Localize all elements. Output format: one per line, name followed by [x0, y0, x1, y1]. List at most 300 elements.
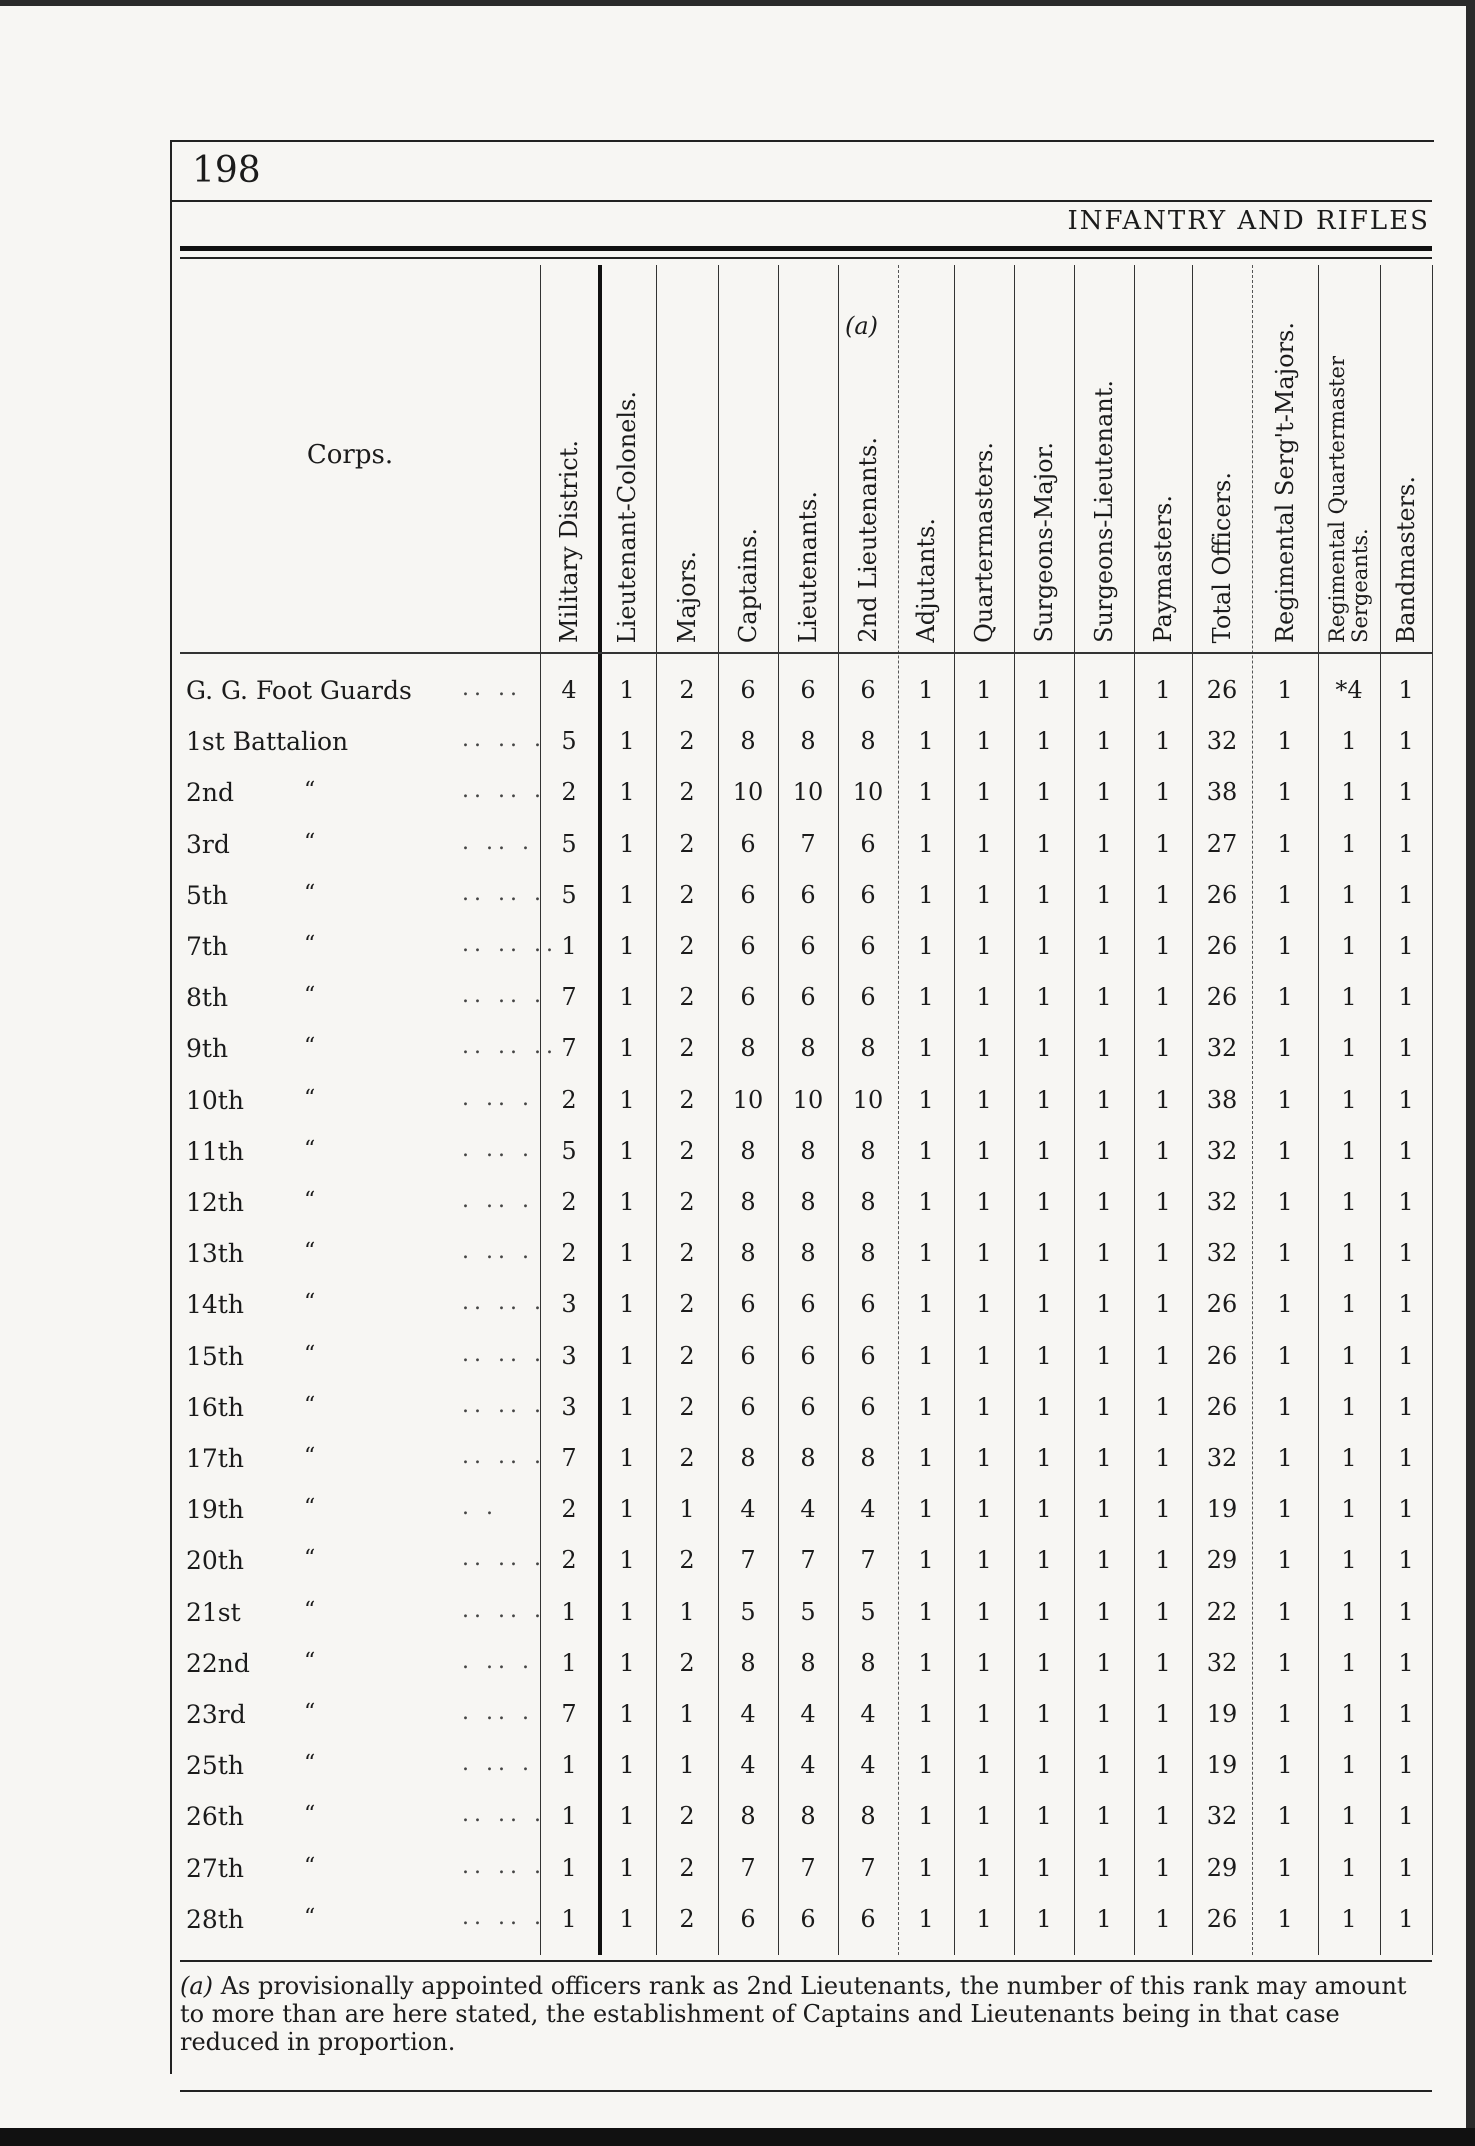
table-cell-second_lts: 6: [860, 1392, 876, 1421]
leader-dots: .. .. .: [462, 1444, 546, 1469]
table-cell-second_lts: 7: [860, 1546, 876, 1575]
table-cell-lieutenants: 8: [800, 1136, 816, 1165]
footer-rule: [180, 2090, 1432, 2092]
table-cell-rsm: 1: [1277, 1085, 1293, 1114]
table-cell-quartermasters: 1: [976, 1648, 992, 1677]
table-cell-surgeons_major: 1: [1036, 1239, 1052, 1268]
table-bottom-rule: [180, 1960, 1432, 1962]
table-cell-surgeons_major: 1: [1036, 1853, 1052, 1882]
column-header-paymasters: [1134, 262, 1192, 647]
table-cell-quartermasters: 1: [976, 880, 992, 909]
table-cell-surgeons_lt: 1: [1096, 1188, 1112, 1216]
table-cell-paymasters: 1: [1155, 1290, 1171, 1319]
table-cell-majors: 2: [679, 1085, 695, 1114]
table-row: [180, 1385, 1432, 1436]
table-cell-bandmasters: 1: [1398, 1392, 1414, 1421]
column-header-label: [1326, 356, 1372, 643]
table-cell-lt_colonels: 1: [619, 1239, 635, 1268]
thin-rule: [180, 257, 1432, 259]
page-edge-top: [0, 0, 1475, 6]
table-cell-lieutenants: 4: [800, 1751, 816, 1780]
table-cell-captains: 8: [740, 1444, 756, 1472]
table-cell-majors: 2: [679, 1341, 695, 1370]
table-cell-district: 7: [561, 1034, 577, 1063]
column-header-label: Lieutenants.: [794, 491, 822, 643]
corps-name: 26th: [186, 1802, 244, 1832]
table-cell-total_officers: 29: [1206, 1853, 1238, 1882]
table-cell-bandmasters: 1: [1398, 727, 1414, 756]
table-cell-lt_colonels: 1: [619, 676, 635, 704]
leader-dots: .. .. .: [462, 1290, 546, 1316]
table-cell-quartermasters: 1: [976, 1700, 992, 1728]
table-cell-captains: 5: [740, 1597, 756, 1626]
table-cell-captains: 6: [740, 1341, 756, 1370]
table-cell-rqms: 1: [1341, 1546, 1357, 1575]
table-cell-rsm: 1: [1277, 1341, 1293, 1370]
corps-name: 7th: [186, 932, 229, 961]
column-header-rqms: [1318, 262, 1380, 647]
table-cell-majors: 2: [679, 778, 695, 807]
table-cell-rqms: 1: [1341, 1495, 1357, 1524]
table-cell-second_lts: 6: [860, 1904, 876, 1933]
column-header-label: Surgeons-Lieutenant.: [1090, 380, 1118, 643]
table-row: [180, 1026, 1432, 1077]
table-cell-adjutants: 1: [918, 778, 934, 807]
table-cell-surgeons_major: 1: [1036, 1597, 1052, 1626]
table-cell-surgeons_lt: 1: [1096, 1085, 1112, 1114]
table-cell-bandmasters: 1: [1398, 1853, 1414, 1882]
table-cell-total_officers: 32: [1206, 727, 1238, 756]
table-cell-lt_colonels: 1: [619, 1751, 635, 1780]
table-cell-quartermasters: 1: [976, 1751, 992, 1780]
table-row: [180, 1846, 1432, 1897]
column-header-label: Bandmasters.: [1392, 475, 1420, 643]
table-cell-rsm: 1: [1277, 932, 1293, 960]
table-cell-rqms: 1: [1341, 1239, 1357, 1268]
table-cell-bandmasters: 1: [1398, 1290, 1414, 1319]
table-cell-majors: 2: [679, 1136, 695, 1165]
table-cell-majors: 2: [679, 1648, 695, 1677]
table-cell-rsm: 1: [1277, 1034, 1293, 1063]
table-cell-adjutants: 1: [918, 1495, 934, 1524]
table-cell-paymasters: 1: [1155, 778, 1171, 807]
table-row: [180, 873, 1432, 924]
table-cell-surgeons_major: 1: [1036, 880, 1052, 909]
table-cell-rsm: 1: [1277, 1904, 1293, 1933]
table-cell-district: 2: [561, 1188, 577, 1216]
ditto-mark: “: [304, 829, 316, 855]
table-cell-rqms: 1: [1341, 1392, 1357, 1421]
table-cell-total_officers: 32: [1206, 1648, 1238, 1677]
table-cell-paymasters: 1: [1155, 1751, 1171, 1780]
leader-dots: . .. .: [462, 1648, 534, 1674]
table-cell-second_lts: 4: [860, 1700, 876, 1728]
table-cell-adjutants: 1: [918, 1290, 934, 1319]
table-row: [180, 1897, 1432, 1948]
table-cell-district: 2: [561, 1085, 577, 1114]
table-cell-lieutenants: 6: [800, 983, 816, 1012]
table-cell-rsm: 1: [1277, 1495, 1293, 1524]
table-cell-lt_colonels: 1: [619, 983, 635, 1012]
column-header-bandmasters: [1380, 262, 1432, 647]
ditto-mark: “: [304, 1648, 316, 1674]
table-cell-majors: 1: [679, 1597, 695, 1626]
table-cell-surgeons_lt: 1: [1096, 778, 1112, 807]
table-cell-rsm: 1: [1277, 1239, 1293, 1268]
ditto-mark: “: [304, 1034, 316, 1060]
table-cell-majors: 2: [679, 676, 695, 704]
table-cell-bandmasters: 1: [1398, 1239, 1414, 1268]
leader-dots: .. .. .: [462, 1546, 546, 1572]
table-cell-paymasters: 1: [1155, 1341, 1171, 1370]
table-cell-surgeons_major: 1: [1036, 1546, 1052, 1575]
table-cell-majors: 2: [679, 880, 695, 909]
table-cell-captains: 8: [740, 1802, 756, 1831]
table-cell-total_officers: 38: [1206, 1085, 1238, 1114]
table-cell-rsm: 1: [1277, 676, 1293, 704]
table-cell-adjutants: 1: [918, 1904, 934, 1933]
table-cell-surgeons_lt: 1: [1096, 727, 1112, 756]
table-cell-total_officers: 32: [1206, 1802, 1238, 1831]
ditto-mark: “: [304, 1136, 316, 1162]
ditto-mark: “: [304, 1085, 316, 1111]
table-cell-lieutenants: 8: [800, 1802, 816, 1831]
table-cell-lt_colonels: 1: [619, 1904, 635, 1933]
corps-name: 3rd: [186, 829, 230, 859]
table-cell-lieutenants: 8: [800, 1239, 816, 1268]
ditto-mark: “: [304, 1392, 316, 1418]
table-cell-surgeons_lt: 1: [1096, 932, 1112, 960]
corps-name: 23rd: [186, 1700, 246, 1729]
table-cell-majors: 2: [679, 1444, 695, 1472]
corps-name: G. G. Foot Guards: [186, 676, 412, 705]
corps-name: 16th: [186, 1392, 244, 1422]
table-cell-rqms: 1: [1341, 829, 1357, 858]
table-row: [180, 1487, 1432, 1538]
table-cell-captains: 6: [740, 676, 756, 704]
table-cell-district: 7: [561, 1444, 577, 1472]
table-cell-quartermasters: 1: [976, 1085, 992, 1114]
table-cell-majors: 2: [679, 1034, 695, 1063]
table-cell-lieutenants: 6: [800, 1904, 816, 1933]
table-cell-bandmasters: 1: [1398, 983, 1414, 1012]
table-row: [180, 1641, 1432, 1692]
column-rule: [1432, 265, 1433, 1955]
table-cell-district: 3: [561, 1290, 577, 1319]
ditto-mark: “: [304, 1597, 316, 1623]
table-cell-paymasters: 1: [1155, 1700, 1171, 1728]
table-cell-surgeons_lt: 1: [1096, 829, 1112, 858]
corps-name: 13th: [186, 1239, 244, 1269]
table-cell-captains: 8: [740, 1136, 756, 1165]
table-cell-total_officers: 27: [1206, 829, 1238, 858]
table-cell-quartermasters: 1: [976, 1239, 992, 1268]
table-cell-total_officers: 26: [1206, 932, 1238, 960]
table-row: [180, 770, 1432, 821]
table-cell-quartermasters: 1: [976, 676, 992, 704]
table-cell-surgeons_major: 1: [1036, 676, 1052, 704]
table-cell-captains: 10: [732, 1085, 764, 1114]
ditto-mark: “: [304, 932, 316, 957]
table-cell-lt_colonels: 1: [619, 727, 635, 756]
section-title: INFANTRY AND RIFLES: [1067, 206, 1430, 236]
table-cell-captains: 6: [740, 829, 756, 858]
table-cell-captains: 6: [740, 1392, 756, 1421]
table-cell-paymasters: 1: [1155, 1802, 1171, 1831]
table-cell-majors: 2: [679, 1904, 695, 1933]
table-cell-second_lts: 6: [860, 1290, 876, 1319]
column-header-total_officers: [1192, 262, 1252, 647]
column-header-district: [540, 262, 598, 647]
column-header-lt_colonels: [598, 262, 656, 647]
table-cell-surgeons_lt: 1: [1096, 1904, 1112, 1933]
table-cell-surgeons_major: 1: [1036, 1802, 1052, 1831]
table-cell-lieutenants: 8: [800, 1648, 816, 1677]
table-cell-lt_colonels: 1: [619, 1802, 635, 1831]
table-cell-captains: 4: [740, 1751, 756, 1780]
leader-dots: . .. .: [462, 1085, 534, 1111]
table-cell-surgeons_lt: 1: [1096, 983, 1112, 1012]
table-cell-rqms: *4: [1335, 676, 1363, 704]
column-header-line: Sergeants.: [1348, 528, 1372, 643]
table-cell-captains: 6: [740, 1904, 756, 1933]
table-cell-rqms: 1: [1341, 1648, 1357, 1677]
table-cell-total_officers: 32: [1206, 1444, 1238, 1472]
table-cell-majors: 2: [679, 1802, 695, 1831]
table-cell-total_officers: 32: [1206, 1136, 1238, 1165]
table-cell-lt_colonels: 1: [619, 1341, 635, 1370]
column-header-majors: [656, 262, 718, 647]
table-cell-total_officers: 38: [1206, 778, 1238, 807]
column-header-surgeons_major: [1014, 262, 1074, 647]
table-cell-second_lts: 8: [860, 1136, 876, 1165]
table-cell-quartermasters: 1: [976, 1904, 992, 1933]
table-cell-paymasters: 1: [1155, 1546, 1171, 1575]
table-cell-lieutenants: 6: [800, 1341, 816, 1370]
table-cell-adjutants: 1: [918, 1341, 934, 1370]
table-cell-lt_colonels: 1: [619, 1034, 635, 1063]
table-cell-surgeons_lt: 1: [1096, 1495, 1112, 1524]
table-cell-paymasters: 1: [1155, 727, 1171, 756]
table-cell-rsm: 1: [1277, 1444, 1293, 1472]
table-cell-total_officers: 26: [1206, 1904, 1238, 1933]
table-cell-rsm: 1: [1277, 1700, 1293, 1728]
table-cell-surgeons_major: 1: [1036, 1751, 1052, 1780]
table-cell-surgeons_lt: 1: [1096, 1853, 1112, 1882]
table-cell-captains: 8: [740, 1188, 756, 1216]
corps-name: 2nd: [186, 778, 235, 808]
table-cell-lt_colonels: 1: [619, 1495, 635, 1524]
table-cell-surgeons_major: 1: [1036, 1188, 1052, 1216]
table-cell-lieutenants: 4: [800, 1495, 816, 1524]
table-cell-district: 1: [561, 1751, 577, 1780]
table-row: [180, 822, 1432, 873]
page-number: 198: [192, 150, 261, 191]
column-header-label: Total Officers.: [1208, 471, 1236, 643]
leader-dots: .. ..: [462, 676, 522, 701]
table-cell-paymasters: 1: [1155, 1648, 1171, 1677]
table-cell-district: 1: [561, 1853, 577, 1882]
table-cell-district: 5: [561, 1136, 577, 1165]
table-cell-quartermasters: 1: [976, 829, 992, 858]
table-cell-paymasters: 1: [1155, 1597, 1171, 1626]
table-cell-adjutants: 1: [918, 880, 934, 909]
table-row: [180, 1538, 1432, 1589]
leader-dots: . .. .: [462, 829, 534, 855]
corps-name: 25th: [186, 1751, 244, 1781]
table-cell-lt_colonels: 1: [619, 1136, 635, 1165]
leader-dots: . .. .: [462, 1700, 534, 1725]
table-cell-majors: 1: [679, 1495, 695, 1524]
table-cell-bandmasters: 1: [1398, 1904, 1414, 1933]
table-cell-district: 5: [561, 727, 577, 756]
table-cell-surgeons_lt: 1: [1096, 1597, 1112, 1626]
table-cell-lt_colonels: 1: [619, 778, 635, 807]
table-row: [180, 924, 1432, 975]
table-row: [180, 668, 1432, 719]
table-cell-second_lts: 10: [852, 778, 884, 807]
table-cell-second_lts: 10: [852, 1085, 884, 1114]
corps-name: 10th: [186, 1085, 244, 1115]
table-cell-bandmasters: 1: [1398, 1495, 1414, 1524]
table-row: [180, 1078, 1432, 1129]
table-row: [180, 1743, 1432, 1794]
table-cell-rqms: 1: [1341, 1341, 1357, 1370]
table-cell-lieutenants: 7: [800, 1546, 816, 1575]
table-cell-surgeons_major: 1: [1036, 1392, 1052, 1421]
corps-name: 8th: [186, 983, 229, 1013]
column-header-line: Regimental Quartermaster: [1325, 356, 1349, 643]
table-cell-total_officers: 26: [1206, 1392, 1238, 1421]
table-cell-bandmasters: 1: [1398, 1136, 1414, 1165]
table-cell-rqms: 1: [1341, 1904, 1357, 1933]
table-row: [180, 1436, 1432, 1487]
table-cell-surgeons_major: 1: [1036, 1444, 1052, 1472]
table-cell-rsm: 1: [1277, 778, 1293, 807]
table-cell-quartermasters: 1: [976, 1495, 992, 1524]
table-cell-adjutants: 1: [918, 1802, 934, 1831]
corps-name: 17th: [186, 1444, 244, 1473]
table-cell-bandmasters: 1: [1398, 1341, 1414, 1370]
table-cell-rsm: 1: [1277, 1290, 1293, 1319]
table-cell-second_lts: 4: [860, 1751, 876, 1780]
table-cell-bandmasters: 1: [1398, 880, 1414, 909]
table-cell-bandmasters: 1: [1398, 1751, 1414, 1780]
column-header-label: Surgeons-Major.: [1030, 442, 1058, 643]
column-header-lieutenants: [778, 262, 838, 647]
table-cell-rqms: 1: [1341, 1802, 1357, 1831]
table-cell-surgeons_major: 1: [1036, 1495, 1052, 1524]
table-cell-surgeons_major: 1: [1036, 727, 1052, 756]
table-cell-bandmasters: 1: [1398, 676, 1414, 704]
ditto-mark: “: [304, 1751, 316, 1777]
table-cell-majors: 2: [679, 1546, 695, 1575]
leader-dots: . .. .: [462, 1239, 534, 1265]
table-cell-surgeons_lt: 1: [1096, 1136, 1112, 1165]
table-cell-rqms: 1: [1341, 983, 1357, 1012]
table-cell-paymasters: 1: [1155, 1495, 1171, 1524]
table-cell-majors: 2: [679, 727, 695, 756]
leader-dots: .. .. .: [462, 983, 546, 1009]
note-marker: (a): [845, 312, 879, 340]
table-cell-surgeons_lt: 1: [1096, 1700, 1112, 1728]
table-cell-lt_colonels: 1: [619, 1853, 635, 1882]
table-cell-district: 3: [561, 1392, 577, 1421]
table-cell-bandmasters: 1: [1398, 1034, 1414, 1063]
table-cell-rqms: 1: [1341, 778, 1357, 807]
table-cell-captains: 8: [740, 727, 756, 756]
table-cell-total_officers: 19: [1206, 1751, 1238, 1780]
table-cell-quartermasters: 1: [976, 1802, 992, 1831]
table-cell-rsm: 1: [1277, 1751, 1293, 1780]
table-row: [180, 1794, 1432, 1845]
table-cell-adjutants: 1: [918, 1085, 934, 1114]
table-cell-total_officers: 29: [1206, 1546, 1238, 1575]
table-cell-quartermasters: 1: [976, 1546, 992, 1575]
table-cell-surgeons_major: 1: [1036, 1341, 1052, 1370]
table-cell-rqms: 1: [1341, 1700, 1357, 1728]
table-cell-rqms: 1: [1341, 880, 1357, 909]
table-cell-surgeons_lt: 1: [1096, 1546, 1112, 1575]
table-cell-district: 3: [561, 1341, 577, 1370]
leader-dots: .. .. ..: [462, 1034, 558, 1060]
footnote-tag: (a): [180, 1972, 214, 2000]
footnote: [180, 1972, 1425, 2056]
corps-name: 12th: [186, 1188, 244, 1217]
table-cell-rsm: 1: [1277, 829, 1293, 858]
table-cell-total_officers: 26: [1206, 676, 1238, 704]
table-cell-lieutenants: 6: [800, 932, 816, 960]
table-cell-total_officers: 19: [1206, 1700, 1238, 1728]
table-cell-lieutenants: 6: [800, 880, 816, 909]
table-cell-lieutenants: 10: [792, 778, 824, 807]
table-cell-second_lts: 6: [860, 829, 876, 858]
column-header-label: Majors.: [673, 550, 701, 643]
table-cell-lt_colonels: 1: [619, 1290, 635, 1319]
table-cell-paymasters: 1: [1155, 932, 1171, 960]
table-cell-rsm: 1: [1277, 1648, 1293, 1677]
table-cell-second_lts: 7: [860, 1853, 876, 1882]
table-cell-quartermasters: 1: [976, 1853, 992, 1882]
table-cell-district: 1: [561, 1904, 577, 1933]
table-cell-surgeons_major: 1: [1036, 983, 1052, 1012]
column-header-adjutants: [898, 262, 954, 647]
table-cell-captains: 7: [740, 1546, 756, 1575]
table-cell-second_lts: 8: [860, 1034, 876, 1063]
table-cell-lt_colonels: 1: [619, 880, 635, 909]
table-cell-district: 7: [561, 1700, 577, 1728]
ditto-mark: “: [304, 1444, 316, 1469]
table-cell-bandmasters: 1: [1398, 1188, 1414, 1216]
table-cell-majors: 2: [679, 1853, 695, 1882]
table-cell-captains: 4: [740, 1495, 756, 1524]
table-cell-surgeons_major: 1: [1036, 1136, 1052, 1165]
table-cell-paymasters: 1: [1155, 1188, 1171, 1216]
table-cell-paymasters: 1: [1155, 1034, 1171, 1063]
table-cell-district: 5: [561, 880, 577, 909]
column-header-label: Military District.: [555, 440, 583, 643]
table-cell-adjutants: 1: [918, 1700, 934, 1728]
leader-dots: .. .. .: [462, 1853, 546, 1879]
table-cell-rsm: 1: [1277, 983, 1293, 1012]
corps-name: 28th: [186, 1904, 244, 1934]
table-cell-lieutenants: 8: [800, 727, 816, 756]
column-header-captains: [718, 262, 778, 647]
corps-name: 1st Battalion: [186, 727, 349, 757]
table-cell-adjutants: 1: [918, 1444, 934, 1472]
table-cell-surgeons_lt: 1: [1096, 1444, 1112, 1472]
table-cell-bandmasters: 1: [1398, 1546, 1414, 1575]
